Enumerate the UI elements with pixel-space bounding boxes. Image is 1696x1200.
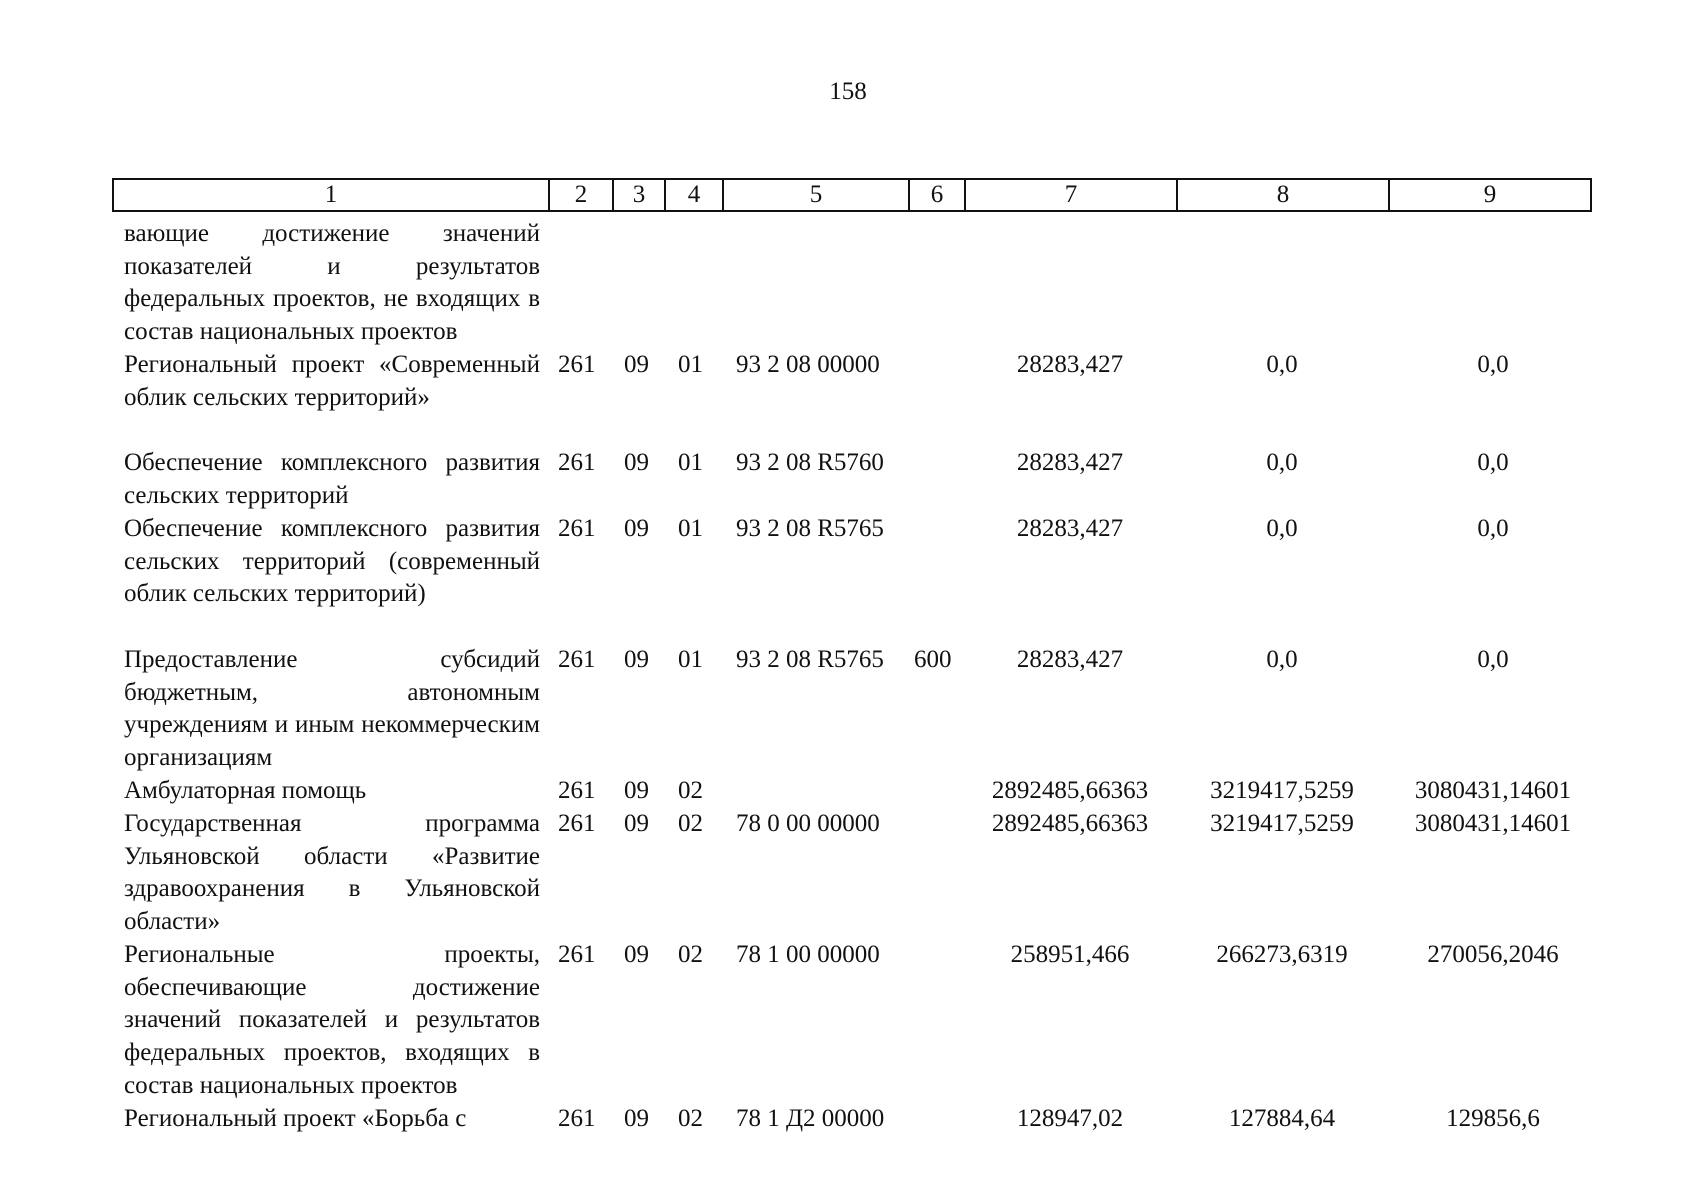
section-code: 09 xyxy=(624,1105,649,1132)
amount-col-9: 0,0 xyxy=(1477,515,1509,542)
header-col-9: 9 xyxy=(1483,181,1497,208)
amount-col-8: 0,0 xyxy=(1266,646,1298,673)
amount-col-7: 258951,466 xyxy=(1010,941,1130,968)
subsection-code: 01 xyxy=(678,515,703,542)
amount-col-9: 3080431,14601 xyxy=(1414,777,1572,804)
amount-col-9: 3080431,14601 xyxy=(1414,810,1572,837)
section-code: 09 xyxy=(624,810,649,837)
section-code: 09 xyxy=(624,941,649,968)
amount-col-9: 129856,6 xyxy=(1446,1105,1540,1132)
section-code: 09 xyxy=(624,449,649,476)
page-number: 158 xyxy=(829,78,867,105)
target-article-code: 93 2 08 R5760 xyxy=(736,449,884,476)
amount-col-7: 28283,427 xyxy=(1016,646,1124,673)
row-description: Региональные проекты, обеспечивающие достижение значений показателей и результатов федеральных проектов, входящих в состав национальных проектов xyxy=(124,941,540,1099)
amount-col-8: 3219417,5259 xyxy=(1210,777,1354,804)
header-col-6: 6 xyxy=(910,180,966,210)
row-description: вающие достижение значений показателей и результатов федеральных проектов, не входящих в состав национальных проектов xyxy=(124,220,540,346)
amount-col-8: 127884,64 xyxy=(1228,1105,1336,1132)
section-code: 09 xyxy=(624,646,649,673)
subsection-code: 02 xyxy=(678,810,703,837)
amount-col-9: 270056,2046 xyxy=(1427,941,1559,968)
header-col-2: 2 xyxy=(550,180,614,210)
amount-col-8: 0,0 xyxy=(1266,515,1298,542)
target-article-code: 93 2 08 R5765 xyxy=(736,646,884,673)
header-col-5: 5 xyxy=(724,180,910,210)
row-description: Региональный проект «Борьба с xyxy=(124,1105,467,1132)
amount-col-8: 3219417,5259 xyxy=(1210,810,1354,837)
header-col-4: 4 xyxy=(666,180,724,210)
amount-col-7: 28283,427 xyxy=(1016,515,1124,542)
amount-col-9: 0,0 xyxy=(1477,646,1509,673)
amount-col-8: 0,0 xyxy=(1266,449,1298,476)
ministry-code: 261 xyxy=(558,449,596,476)
ministry-code: 261 xyxy=(558,646,596,673)
target-article-code: 93 2 08 00000 xyxy=(736,351,880,378)
amount-col-9: 0,0 xyxy=(1477,449,1509,476)
row-description: Обеспечение комплексного развития сельских территорий xyxy=(124,449,540,509)
subsection-code: 01 xyxy=(678,351,703,378)
ministry-code: 261 xyxy=(558,941,596,968)
target-article-code: 93 2 08 R5765 xyxy=(736,515,884,542)
amount-col-9: 0,0 xyxy=(1477,351,1509,378)
amount-col-7: 28283,427 xyxy=(1016,351,1124,378)
row-description: Обеспечение комплексного развития сельских территорий (современный облик сельских территорий) xyxy=(124,515,540,608)
ministry-code: 261 xyxy=(558,351,596,378)
header-col-1: 1 xyxy=(114,180,550,210)
expense-type-code: 600 xyxy=(914,646,952,673)
target-article-code: 78 1 00 00000 xyxy=(736,941,880,968)
table-header xyxy=(112,178,1592,212)
amount-col-8: 0,0 xyxy=(1266,351,1298,378)
subsection-code: 02 xyxy=(678,777,703,804)
ministry-code: 261 xyxy=(558,1105,596,1132)
target-article-code: 78 1 Д2 00000 xyxy=(736,1105,885,1132)
amount-col-7: 128947,02 xyxy=(1016,1105,1124,1132)
ministry-code: 261 xyxy=(558,777,596,804)
ministry-code: 261 xyxy=(558,515,596,542)
amount-col-7: 28283,427 xyxy=(1016,449,1124,476)
row-description: Предоставление субсидий бюджетным, автономным учреждениям и иным некоммерческим организациям xyxy=(124,646,540,772)
subsection-code: 02 xyxy=(678,941,703,968)
subsection-code: 01 xyxy=(678,646,703,673)
row-description: Амбулаторная помощь xyxy=(124,777,367,804)
header-col-7: 7 xyxy=(966,180,1178,210)
section-code: 09 xyxy=(624,515,649,542)
header-col-3: 3 xyxy=(614,180,666,210)
section-code: 09 xyxy=(624,351,649,378)
section-code: 09 xyxy=(624,777,649,804)
amount-col-7: 2892485,66363 xyxy=(991,810,1149,837)
target-article-code: 78 0 00 00000 xyxy=(736,810,880,837)
amount-col-8: 266273,6319 xyxy=(1216,941,1348,968)
subsection-code: 02 xyxy=(678,1105,703,1132)
row-description: Региональный проект «Современный облик сельских территорий» xyxy=(124,351,540,411)
row-description: Государственная программа Ульяновской области «Развитие здравоохранения в Ульяновской области» xyxy=(124,810,540,936)
amount-col-7: 2892485,66363 xyxy=(991,777,1149,804)
header-col-8: 8 xyxy=(1178,180,1390,210)
subsection-code: 01 xyxy=(678,449,703,476)
ministry-code: 261 xyxy=(558,810,596,837)
